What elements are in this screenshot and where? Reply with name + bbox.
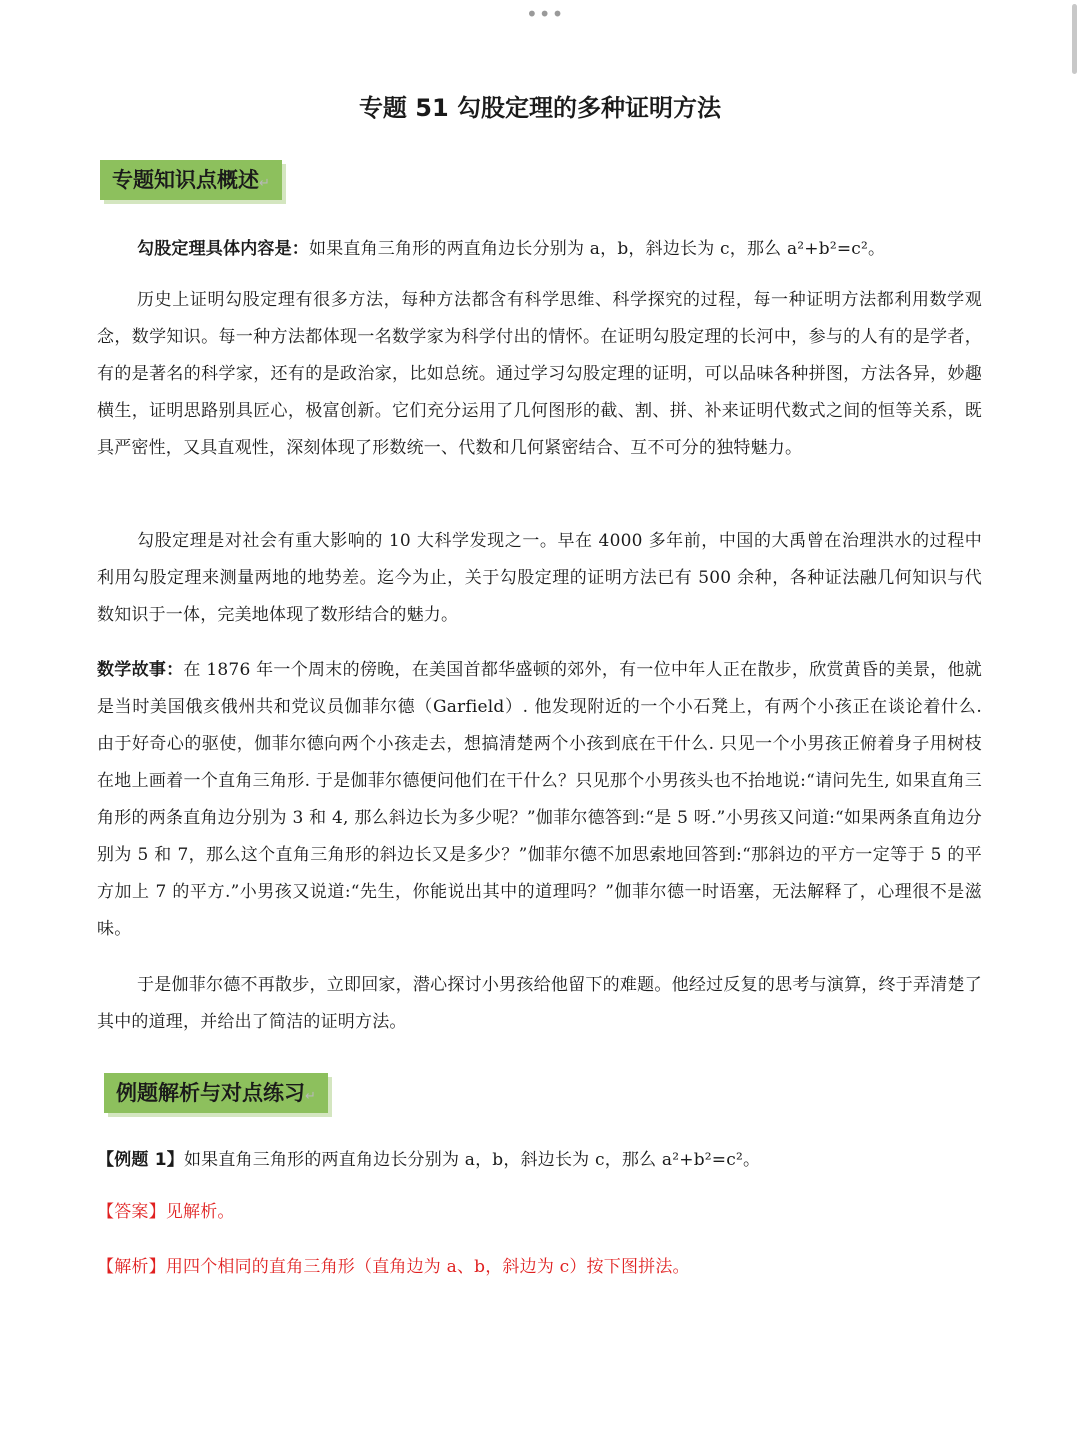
example-paragraph xyxy=(97,1142,982,1179)
history-paragraph: 历史上证明勾股定理有很多方法，每种方法都含有科学思维、科学探究的过程，每一种证明方法都利用数学观念，数学知识。每一种方法都体现一名数学家为科学付出的情怀。在证明勾股定理的长河中，参与的人有的是学者，有的是著名的科学家，还有的是政治家，比如总统。通过学习勾股定理的证明，可以品味各种拼图，方法各异，妙趣横生，证明思路别具匠心，极富创新。它们充分运用了几何图形的截、割、拼、补来证明代数式之间的恒等关系，既具严密性，又具直观性，深刻体现了形数统一、代数和几何紧密结合、互不可分的独特魅力。 xyxy=(97,290,982,458)
return-mark-icon: ↵ xyxy=(305,1089,316,1104)
ending-paragraph: 于是伽菲尔德不再散步，立即回家，潜心探讨小男孩给他留下的难题。他经过反复的思考与演算，终于弄清楚了其中的道理，并给出了简洁的证明方法。 xyxy=(97,975,982,1032)
page-title: 专题 51 勾股定理的多种证明方法 xyxy=(358,94,722,122)
solution-label: 【解析】 xyxy=(97,1257,166,1277)
section-tag-label: 例题解析与对点练习 xyxy=(116,1081,305,1105)
story-label: 数学故事： xyxy=(97,660,184,680)
definition-paragraph xyxy=(97,231,982,268)
solution-paragraph xyxy=(97,1249,982,1286)
more-dots-icon[interactable]: ••• xyxy=(526,2,565,26)
solution-text: 用四个相同的直角三角形（直角边为 a、b，斜边为 c）按下图拼法。 xyxy=(165,1257,690,1277)
definition-text: 如果直角三角形的两直角边长分别为 a，b，斜边长为 c，那么 a²+b²=c²。 xyxy=(309,239,886,259)
story-text: 在 1876 年一个周末的傍晚，在美国首都华盛顿的郊外，有一位中年人正在散步，欣赏黄昏的美景，他就是当时美国俄亥俄州共和党议员伽菲尔德（Garfield）. 他发现附近的一个小石凳上，有两个小孩正在谈论着什么. 由于好奇心的驱使，伽菲尔德向两个小孩走去，想搞清楚两个小孩到底在干什么. 只见一个小男孩正俯着身子用树枝在地上画着一个直角三角形. 于是伽菲尔德便问他们在干什么？只见那个小男孩头也不抬地说:“请问先生, 如果直角三角形的两条直角边分别为 3 和 4, 那么斜边长为多少呢？”伽菲尔德答到:“是 5 呀.”小男孩又问道:“如果两条直角边分别为 5 和 7，那么这个直角三角形的斜边长又是多少？”伽菲尔德不加思索地回答到:“那斜边的平方一定等于 5 的平方加上 7 的平方.”小男孩又说道:“先生，你能说出其中的道理吗？”伽菲尔德一时语塞，无法解释了，心理很不是滋味。 xyxy=(97,660,982,939)
definition-label: 勾股定理具体内容是： xyxy=(137,239,309,259)
example-text: 如果直角三角形的两直角边长分别为 a，b，斜边长为 c，那么 a²+b²=c²。 xyxy=(183,1150,761,1170)
section-tag-overview xyxy=(100,160,282,200)
example-label: 【例题 1】 xyxy=(97,1150,184,1170)
return-mark-icon: ↵ xyxy=(259,176,270,191)
story-paragraph xyxy=(97,652,982,948)
answer-paragraph xyxy=(97,1194,982,1231)
answer-label: 【答案】 xyxy=(97,1202,166,1222)
section-tag-examples xyxy=(104,1073,328,1113)
answer-text: 见解析。 xyxy=(165,1202,235,1222)
fact-paragraph: 勾股定理是对社会有重大影响的 10 大科学发现之一。早在 4000 多年前，中国的大禹曾在治理洪水的过程中利用勾股定理来测量两地的地势差。迄今为止，关于勾股定理的证明方法已有 500 余种，各种证法融几何知识与代数知识于一体，完美地体现了数形结合的魅力。 xyxy=(97,531,982,625)
section-tag-label: 专题知识点概述 xyxy=(112,168,259,192)
scrollbar[interactable] xyxy=(1072,4,1077,74)
